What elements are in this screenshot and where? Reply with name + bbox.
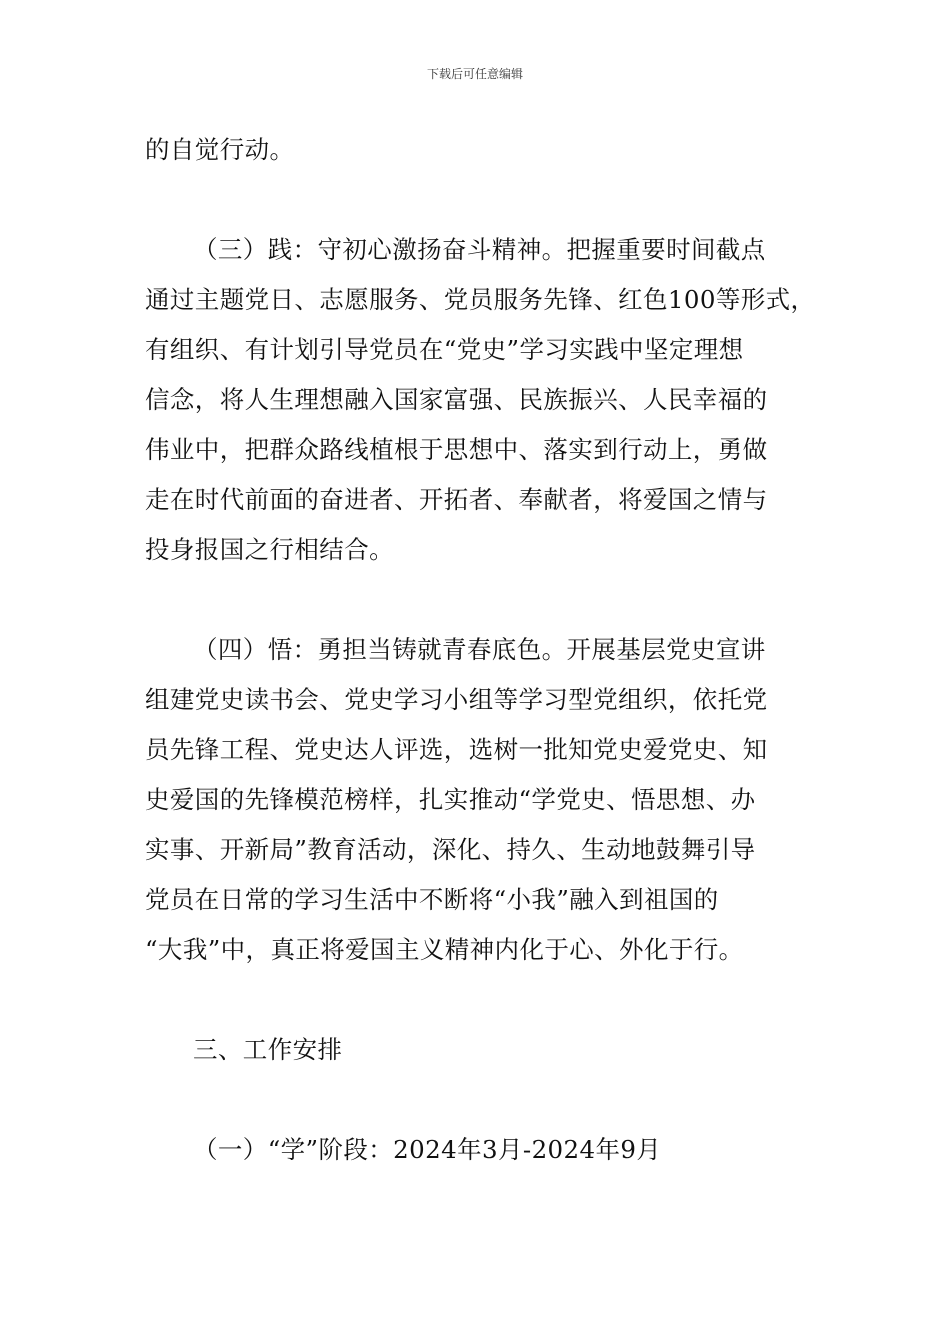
- paragraph-line: 员先锋工程、党史达人评选，选树一批知党史爱党史、知: [145, 735, 768, 764]
- paragraph-line: 的自觉行动。: [145, 135, 295, 164]
- paragraph-line: 组建党史读书会、党史学习小组等学习型党组织，依托党: [145, 685, 768, 714]
- sub-heading: （一）“学”阶段：2024年3月-2024年9月: [193, 1135, 662, 1164]
- paragraph-line: 信念，将人生理想融入国家富强、民族振兴、人民幸福的: [145, 385, 768, 414]
- paragraph-line: 史爱国的先锋模范榜样，扎实推动“学党史、悟思想、办: [145, 785, 756, 814]
- page-header-note: 下载后可任意编辑: [426, 67, 523, 81]
- paragraph-line: 党员在日常的学习生活中不断将“小我”融入到祖国的: [145, 885, 719, 914]
- section-heading: 三、工作安排: [193, 1035, 343, 1064]
- paragraph-gap: [145, 175, 811, 225]
- document-body: [145, 125, 816, 1175]
- paragraph-gap: [145, 975, 811, 1025]
- paragraph-line: 伟业中，把群众路线植根于思想中、落实到行动上，勇做: [145, 435, 768, 464]
- paragraph-line: 实事、开新局”教育活动，深化、持久、生动地鼓舞引导: [145, 835, 756, 864]
- paragraph-line: 走在时代前面的奋进者、开拓者、奉献者，将爱国之情与: [145, 485, 768, 514]
- paragraph-line: 投身报国之行相结合。: [145, 535, 394, 564]
- paragraph-line: “大我”中，真正将爱国主义精神内化于心、外化于行。: [145, 935, 744, 964]
- paragraph-gap: [145, 575, 811, 625]
- paragraph-line: （四）悟：勇担当铸就青春底色。开展基层党史宣讲: [193, 635, 766, 664]
- paragraph-line: 有组织、有计划引导党员在“党史”学习实践中坚定理想: [145, 335, 744, 364]
- paragraph-line: 通过主题党日、志愿服务、党员服务先锋、红色100等形式，: [145, 285, 816, 314]
- paragraph-gap: [145, 1075, 811, 1125]
- paragraph-line: （三）践：守初心激扬奋斗精神。把握重要时间截点: [193, 235, 766, 264]
